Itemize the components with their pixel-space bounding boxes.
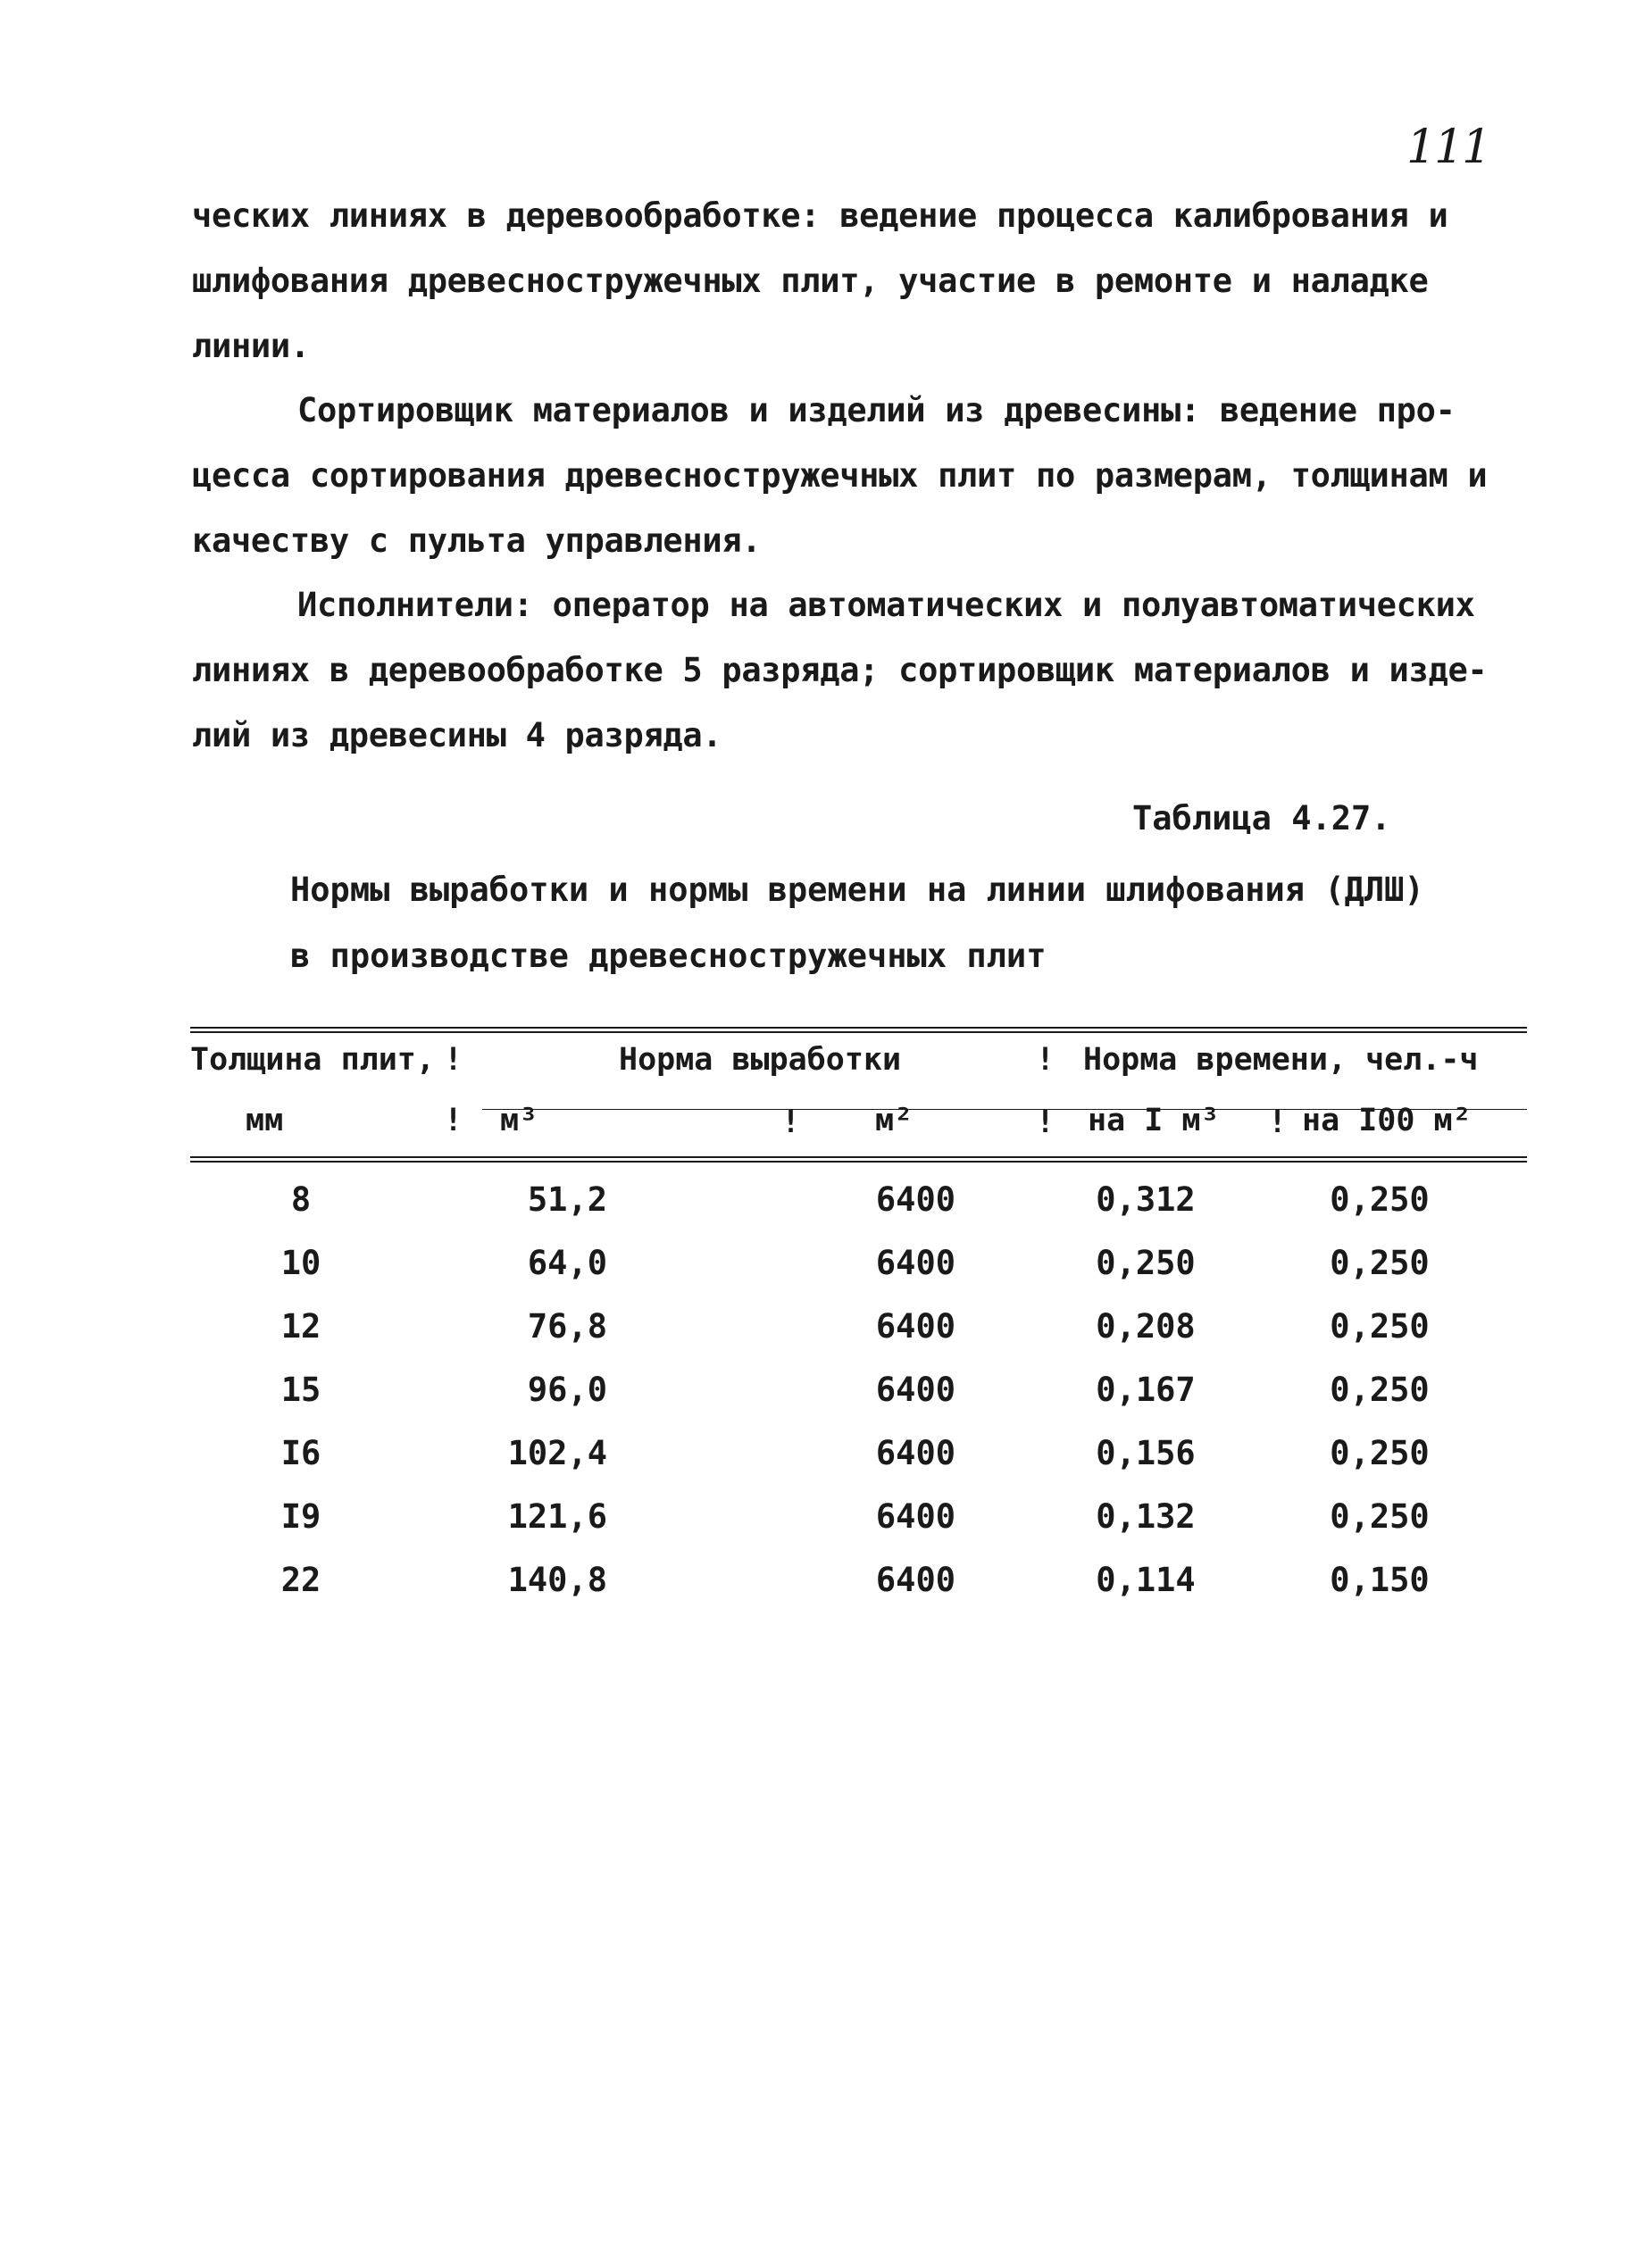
cell-thickness: 8: [290, 1180, 312, 1219]
table-top-rule: [190, 1027, 1527, 1033]
text-line: шлифования древесностружечных плит, участие в ремонте и наладке: [192, 262, 1429, 300]
table-caption: Таблица 4.27.: [1132, 799, 1391, 838]
cell-thickness: I6: [280, 1434, 321, 1472]
header-separator: !: [444, 1103, 463, 1138]
table-title: [290, 857, 1424, 989]
cell-time-per-1-m3: 0,132: [1096, 1497, 1196, 1536]
page-number: 111: [1406, 121, 1490, 174]
header-m3: м³: [500, 1103, 538, 1138]
cell-time-per-100-m2: 0,150: [1330, 1561, 1430, 1599]
text-line: цесса сортирования древесностружечных плит по размерам, толщинам и: [192, 456, 1488, 495]
cell-output-m3: 140,8: [507, 1561, 607, 1599]
table-title-line: в производстве древесностружечных плит: [290, 937, 1047, 975]
cell-time-per-100-m2: 0,250: [1330, 1434, 1430, 1472]
header-per-100-m2: на I00 м²: [1302, 1103, 1472, 1138]
cell-time-per-100-m2: 0,250: [1330, 1244, 1430, 1282]
cell-output-m2: 6400: [875, 1561, 955, 1599]
cell-time-per-1-m3: 0,167: [1096, 1371, 1196, 1409]
cell-output-m3: 96,0: [527, 1371, 607, 1409]
header-thickness-unit: мм: [246, 1103, 284, 1138]
text-line: ческих линиях в деревообработке: ведение процесса калибрования и: [192, 196, 1448, 235]
cell-thickness: I9: [280, 1497, 321, 1536]
text-line: Исполнители: оператор на автоматических и полуавтоматических: [297, 586, 1475, 624]
text-line: линиях в деревообработке 5 разряда; сортировщик материалов и изде-: [192, 651, 1488, 689]
cell-thickness: 10: [280, 1244, 321, 1282]
header-bottom-rule: [190, 1156, 1527, 1163]
header-separator: !: [1268, 1104, 1288, 1140]
cell-time-per-1-m3: 0,156: [1096, 1434, 1196, 1472]
header-thickness: Толщина плит,: [190, 1042, 435, 1078]
header-separator: !: [1036, 1042, 1055, 1078]
cell-output-m2: 6400: [875, 1434, 955, 1472]
cell-output-m2: 6400: [875, 1307, 955, 1346]
cell-output-m3: 64,0: [527, 1244, 607, 1282]
header-time-norm: Норма времени, чел.-ч: [1083, 1042, 1479, 1078]
cell-output-m2: 6400: [875, 1371, 955, 1409]
text-line: линии.: [192, 327, 310, 365]
text-line: Сортировщик материалов и изделий из древесины: ведение про-: [297, 391, 1456, 429]
cell-output-m3: 121,6: [507, 1497, 607, 1536]
paragraph-performers: [192, 572, 1505, 768]
cell-time-per-100-m2: 0,250: [1330, 1307, 1430, 1346]
cell-output-m2: 6400: [875, 1180, 955, 1219]
cell-output-m2: 6400: [875, 1244, 955, 1282]
text-line: качеству с пульта управления.: [192, 521, 762, 560]
cell-output-m3: 51,2: [527, 1180, 607, 1219]
table-title-line: Нормы выработки и нормы времени на линии шлифования (ДЛШ): [290, 871, 1424, 909]
cell-thickness: 12: [280, 1307, 321, 1346]
cell-time-per-1-m3: 0,208: [1096, 1307, 1196, 1346]
header-separator: !: [1036, 1104, 1055, 1140]
cell-thickness: 15: [280, 1371, 321, 1409]
cell-thickness: 22: [280, 1561, 321, 1599]
cell-time-per-1-m3: 0,114: [1096, 1561, 1196, 1599]
header-output-norm: Норма выработки: [619, 1042, 902, 1078]
cell-time-per-100-m2: 0,250: [1330, 1180, 1430, 1219]
header-per-1-m3: на I м³: [1088, 1103, 1220, 1138]
cell-output-m2: 6400: [875, 1497, 955, 1536]
cell-time-per-1-m3: 0,250: [1096, 1244, 1196, 1282]
cell-time-per-1-m3: 0,312: [1096, 1180, 1196, 1219]
cell-output-m3: 76,8: [527, 1307, 607, 1346]
cell-time-per-100-m2: 0,250: [1330, 1497, 1430, 1536]
cell-output-m3: 102,4: [507, 1434, 607, 1472]
paragraph-sorter-duties: [192, 378, 1505, 573]
paragraph-operator-duties: [192, 183, 1505, 379]
header-separator: !: [781, 1104, 801, 1140]
cell-time-per-100-m2: 0,250: [1330, 1371, 1430, 1409]
header-separator: !: [444, 1042, 463, 1078]
header-m2: м²: [875, 1103, 914, 1138]
text-line: лий из древесины 4 разряда.: [192, 716, 722, 754]
